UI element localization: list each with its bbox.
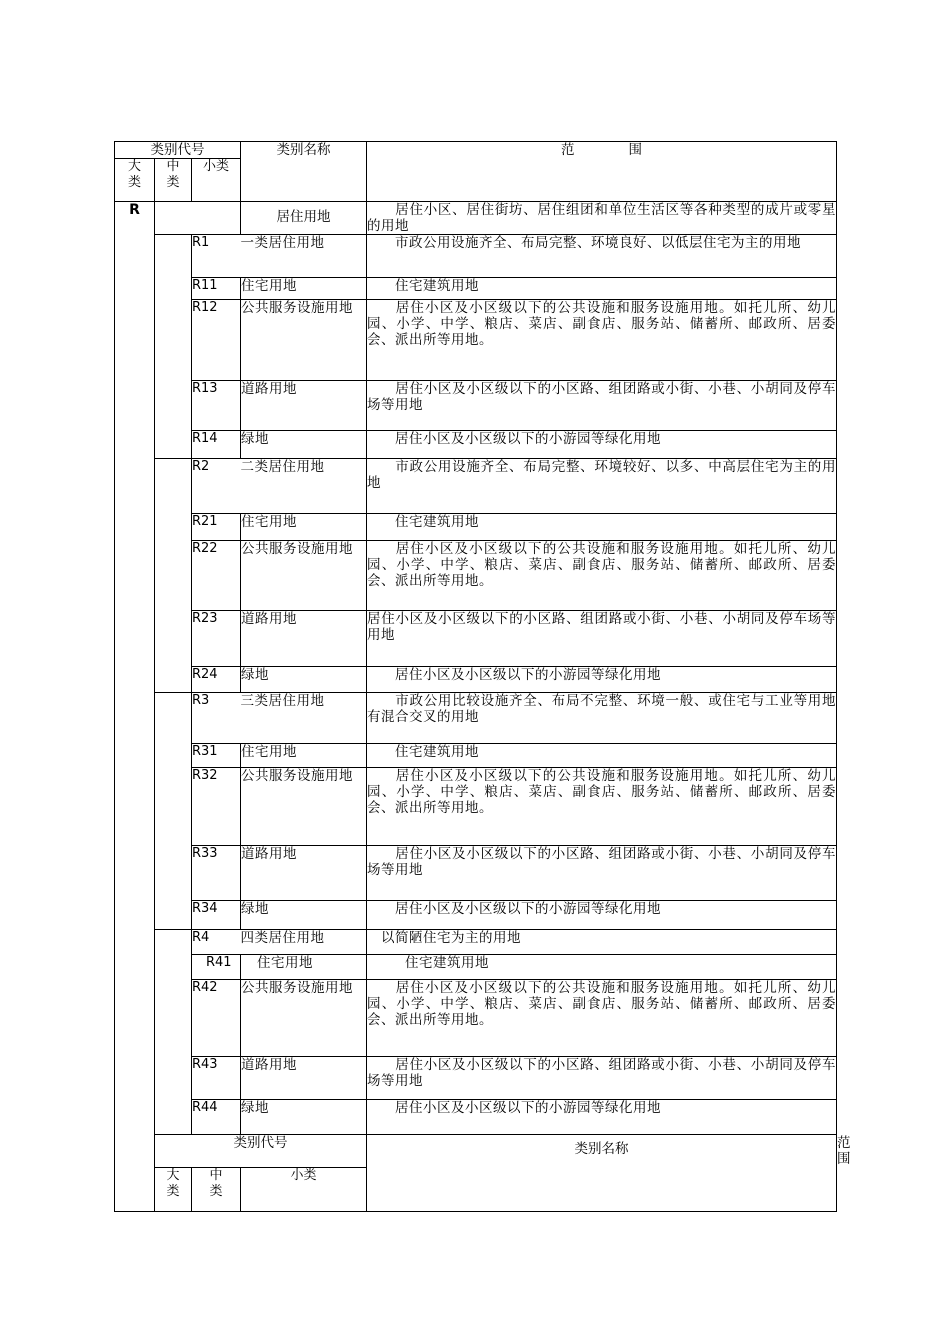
group-r4-name: 四类居住用地: [241, 930, 367, 955]
group-r1-name: 一类居住用地: [241, 235, 367, 278]
row-r23-desc: 居住小区及小区级以下的小区路、组团路或小街、小巷、小胡同及停车场等用地: [367, 611, 837, 667]
row-r41-name: 住宅用地: [241, 955, 367, 980]
row-r24-desc: 居住小区及小区级以下的小游园等绿化用地: [367, 667, 837, 693]
row-r42-code: R42: [192, 980, 241, 1057]
row-r43-code: R43: [192, 1057, 241, 1100]
row-r11-name: 住宅用地: [241, 278, 367, 300]
row-r44-code: R44: [192, 1100, 241, 1135]
row-r21-name: 住宅用地: [241, 514, 367, 541]
group-r4-desc: 以简陋住宅为主的用地: [367, 930, 837, 955]
row-r13-desc: 居住小区及小区级以下的小区路、组团路或小街、小巷、小胡同及停车场等用地: [367, 381, 837, 431]
row-r41-code: R41: [192, 955, 241, 980]
row-r12-code: R12: [192, 300, 241, 381]
row-r43-desc: 居住小区及小区级以下的小区路、组团路或小街、小巷、小胡同及停车场等用地: [367, 1057, 837, 1100]
row-r21-code: R21: [192, 514, 241, 541]
row-r31-desc: 住宅建筑用地: [367, 744, 837, 768]
row-r31-code: R31: [192, 744, 241, 768]
group-r4-bar: [155, 930, 192, 1135]
row-r11-code: R11: [192, 278, 241, 300]
row-r11-desc: 住宅建筑用地: [367, 278, 837, 300]
row-r44-name: 绿地: [241, 1100, 367, 1135]
group-r3-name: 三类居住用地: [241, 693, 367, 744]
row-r22-desc: 居住小区及小区级以下的公共设施和服务设施用地。如托儿所、幼儿园、小学、中学、粮店、菜店、副食店、服务站、储蓄所、邮政所、居委会、派出所等用地。: [367, 541, 837, 611]
row-r22-code: R22: [192, 541, 241, 611]
land-use-table: 类别代号 类别名称 范 围 大类 中类 小类 R 居住用地 居住小区、居住街坊、居住组团和单位生活区等各种类型的成片或零星的用地 R1 一类居住用地 市政公用设施齐全、布局完整、环境良好、以低层住宅为主的用地 R11 住宅用地 住宅建筑用地 R12 公共服务设施用地 居住小区及小区级以下的公共设施和服务设施用地。如托儿所、幼儿园、小学、中学、粮店、菜店、副食店、服务站、储蓄所、邮政所、居委会、派出所等用地。 R13 道路用地 居住小区及小区级以下的小区路、组团路或小街、小巷、小胡同及停车场等用地 R14 绿地 居住小区及小区级以下的小游园等绿化用地 R2 二类居住用地 市政公用设施齐全、布局完整、环境较好、以多、中高层住宅为主的用地 R21 住宅用地 住宅建筑用地 R22 公共服务设施用地 居住小区及小区级以下的公共设施和服务设施用地。如托儿所、幼儿园、小学、中学、粮店、菜店、副食店、服务站、储蓄所、邮政所、居委会、派出所等用地。 R23 道路用地 居住小区及小区级以下的小区路、组团路或小街、小巷、小胡同及停车场等用地 R24 绿地 居住小区及小区级以下的小游园等绿化用地 R3 三类居住用地 市政公用比较设施齐全、布局不完整、环境一般、或住宅与工业等用地有混合交叉的用地 R31 住宅用地 住宅建筑用地 R32 公共服务设施用地 居住小区及小区级以下的公共设施和服务设施用地。如托儿所、幼儿园、小学、中学、粮店、菜店、副食店、服务站、储蓄所、邮政所、居委会、派出所等用地。 R33 道路用地 居住小区及小区级以下的小区路、组团路或小街、小巷、小胡同及停车场等用地 R34 绿地 居住小区及小区级以下的小游园等绿化用地 R4 四类居住用地 以简陋住宅为主的用地 R41 住宅用地 住宅建筑用地 R42 公共服务设施用地 居住小区及小区级以下的公共设施和服务设施用地。如托儿所、幼儿园、小学、中学、粮店、菜店、副食店、服务站、储蓄所、邮政所、居委会、派出所等用地。 R43 道路用地 居住小区及小区级以下的小区路、组团路或小街、小巷、小胡同及停车场等用地 R44 绿地 居住小区及小区级以下的小游园等绿化用地 类别代号 类别名称 范 围 大类 中类 小类: [114, 141, 837, 1212]
row-r42-name: 公共服务设施用地: [241, 980, 367, 1057]
row-r41-desc: 住宅建筑用地: [367, 955, 837, 980]
row-r33-name: 道路用地: [241, 846, 367, 901]
row-r14-code: R14: [192, 431, 241, 459]
header-minor: 小类: [192, 159, 241, 202]
group-r1-code: R1: [192, 235, 241, 278]
footer-name: 类别名称: [367, 1135, 837, 1212]
row-r34-desc: 居住小区及小区级以下的小游园等绿化用地: [367, 901, 837, 930]
footer-major: 大类: [155, 1168, 192, 1212]
group-r4-code: R4: [192, 930, 241, 955]
row-r13-name: 道路用地: [241, 381, 367, 431]
group-r3-code: R3: [192, 693, 241, 744]
header-major: 大类: [115, 159, 155, 202]
row-r32-code: R32: [192, 768, 241, 846]
row-r34-code: R34: [192, 901, 241, 930]
header-code-group: 类别代号: [115, 142, 241, 159]
group-r2-bar: [155, 459, 192, 693]
group-r2-code: R2: [192, 459, 241, 514]
major-desc: 居住小区、居住街坊、居住组团和单位生活区等各种类型的成片或零星的用地: [367, 202, 837, 234]
row-r23-code: R23: [192, 611, 241, 667]
footer-middle: 中类: [192, 1168, 241, 1212]
row-r42-desc: 居住小区及小区级以下的公共设施和服务设施用地。如托儿所、幼儿园、小学、中学、粮店、菜店、副食店、服务站、储蓄所、邮政所、居委会、派出所等用地。: [367, 980, 837, 1057]
group-r1-desc: 市政公用设施齐全、布局完整、环境良好、以低层住宅为主的用地: [367, 235, 837, 278]
header-middle: 中类: [155, 159, 192, 202]
row-r24-code: R24: [192, 667, 241, 693]
row-r32-name: 公共服务设施用地: [241, 768, 367, 846]
row-r24-name: 绿地: [241, 667, 367, 693]
group-r3-bar: [155, 693, 192, 930]
row-r21-desc: 住宅建筑用地: [367, 514, 837, 541]
row-r23-name: 道路用地: [241, 611, 367, 667]
row-r32-desc: 居住小区及小区级以下的公共设施和服务设施用地。如托儿所、幼儿园、小学、中学、粮店、菜店、副食店、服务站、储蓄所、邮政所、居委会、派出所等用地。: [367, 768, 837, 846]
major-code: R: [115, 202, 155, 1212]
group-r2-name: 二类居住用地: [241, 459, 367, 514]
row-r14-desc: 居住小区及小区级以下的小游园等绿化用地: [367, 431, 837, 459]
row-r12-name: 公共服务设施用地: [241, 300, 367, 381]
header-name: 类别名称: [241, 142, 367, 202]
footer-minor: 小类: [241, 1168, 367, 1212]
row-r44-desc: 居住小区及小区级以下的小游园等绿化用地: [367, 1100, 837, 1135]
row-r31-name: 住宅用地: [241, 744, 367, 768]
group-r1-bar: [155, 235, 192, 459]
footer-code-group: 类别代号: [155, 1135, 367, 1168]
header-scope: 范 围: [367, 142, 837, 202]
major-name: 居住用地: [241, 202, 367, 235]
row-r13-code: R13: [192, 381, 241, 431]
major-spacer: [155, 202, 241, 235]
row-r22-name: 公共服务设施用地: [241, 541, 367, 611]
group-r2-desc: 市政公用设施齐全、布局完整、环境较好、以多、中高层住宅为主的用地: [367, 459, 837, 514]
row-r33-code: R33: [192, 846, 241, 901]
row-r14-name: 绿地: [241, 431, 367, 459]
row-r33-desc: 居住小区及小区级以下的小区路、组团路或小街、小巷、小胡同及停车场等用地: [367, 846, 837, 901]
row-r12-desc: 居住小区及小区级以下的公共设施和服务设施用地。如托儿所、幼儿园、小学、中学、粮店、菜店、副食店、服务站、储蓄所、邮政所、居委会、派出所等用地。: [367, 300, 837, 381]
row-r34-name: 绿地: [241, 901, 367, 930]
row-r43-name: 道路用地: [241, 1057, 367, 1100]
group-r3-desc: 市政公用比较设施齐全、布局不完整、环境一般、或住宅与工业等用地有混合交叉的用地: [367, 693, 837, 744]
